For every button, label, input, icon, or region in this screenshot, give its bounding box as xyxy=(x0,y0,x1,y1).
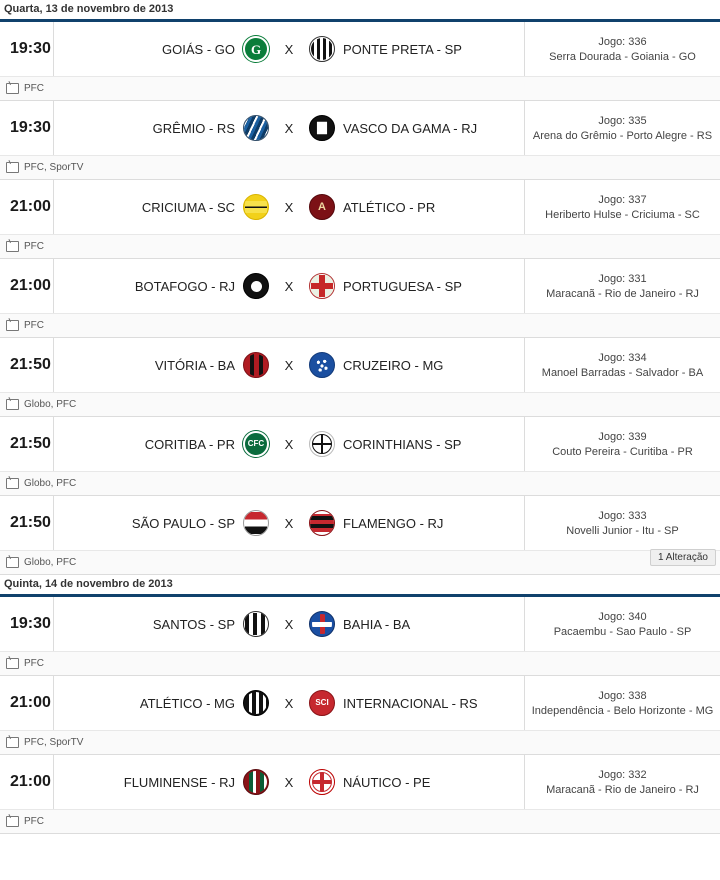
tv-icon xyxy=(6,478,19,489)
match-info xyxy=(525,101,720,155)
venue: Novelli Junior - Itu - SP xyxy=(566,524,679,537)
match-main xyxy=(0,496,720,550)
venue: Heriberto Hulse - Criciuma - SC xyxy=(545,208,700,221)
away-team xyxy=(309,36,519,62)
match-row[interactable] xyxy=(0,22,720,101)
match-info xyxy=(525,417,720,471)
away-team xyxy=(309,115,519,141)
match-row[interactable] xyxy=(0,417,720,496)
match-info xyxy=(525,755,720,809)
broadcast-label: PFC xyxy=(24,815,44,827)
away-team xyxy=(309,510,519,536)
match-main xyxy=(0,417,720,471)
vitoria-crest xyxy=(243,352,269,378)
day-header: Quarta, 13 de novembro de 2013 xyxy=(0,0,720,22)
match-teams xyxy=(54,338,525,392)
versus-label: X xyxy=(284,357,294,373)
game-number: Jogo: 331 xyxy=(598,272,647,285)
match-time: 21:50 xyxy=(0,417,54,471)
portuguesa-crest xyxy=(309,273,335,299)
match-row[interactable] xyxy=(0,180,720,259)
match-teams xyxy=(54,22,525,76)
match-info xyxy=(525,597,720,651)
tv-icon xyxy=(6,241,19,252)
home-team-name: ATLÉTICO - MG xyxy=(139,695,235,711)
away-team-name: ATLÉTICO - PR xyxy=(343,199,436,215)
match-main xyxy=(0,101,720,155)
game-number: Jogo: 333 xyxy=(598,509,647,522)
atletico-mg-crest xyxy=(243,690,269,716)
match-row[interactable] xyxy=(0,259,720,338)
home-team-name: BOTAFOGO - RJ xyxy=(134,278,235,294)
ponte-preta-crest xyxy=(309,36,335,62)
game-number: Jogo: 337 xyxy=(598,193,647,206)
away-team xyxy=(309,769,519,795)
venue: Couto Pereira - Curitiba - PR xyxy=(552,445,693,458)
versus-label: X xyxy=(284,41,294,57)
broadcast-label: PFC xyxy=(24,319,44,331)
broadcast-label: Globo, PFC xyxy=(24,477,77,489)
game-number: Jogo: 335 xyxy=(598,114,647,127)
match-row[interactable] xyxy=(0,101,720,180)
match-teams xyxy=(54,496,525,550)
broadcast-strip xyxy=(0,313,720,337)
home-team-name: SANTOS - SP xyxy=(152,616,235,632)
versus-label: X xyxy=(284,436,294,452)
game-number: Jogo: 334 xyxy=(598,351,647,364)
match-time: 19:30 xyxy=(0,22,54,76)
home-team xyxy=(59,194,269,220)
match-teams xyxy=(54,417,525,471)
venue: Arena do Grêmio - Porto Alegre - RS xyxy=(532,129,713,142)
tv-icon xyxy=(6,83,19,94)
vasco-crest xyxy=(309,115,335,141)
internacional-crest xyxy=(309,690,335,716)
away-team-name: CRUZEIRO - MG xyxy=(343,357,444,373)
game-number: Jogo: 340 xyxy=(598,610,647,623)
venue: Manoel Barradas - Salvador - BA xyxy=(541,366,704,379)
match-teams xyxy=(54,180,525,234)
match-row[interactable] xyxy=(0,338,720,417)
match-info xyxy=(525,496,720,550)
flamengo-crest xyxy=(309,510,335,536)
tv-icon xyxy=(6,399,19,410)
game-number: Jogo: 332 xyxy=(598,768,647,781)
home-team-name: GOIÁS - GO xyxy=(162,41,235,57)
match-main xyxy=(0,259,720,313)
broadcast-strip xyxy=(0,155,720,179)
home-team xyxy=(59,273,269,299)
tv-icon xyxy=(6,557,19,568)
home-team xyxy=(59,36,269,62)
away-team xyxy=(309,431,519,457)
versus-label: X xyxy=(284,120,294,136)
match-main xyxy=(0,180,720,234)
broadcast-label: Globo, PFC xyxy=(24,556,77,568)
match-info xyxy=(525,259,720,313)
away-team-name: CORINTHIANS - SP xyxy=(343,436,462,452)
home-team-name: SÃO PAULO - SP xyxy=(131,515,235,531)
match-info xyxy=(525,338,720,392)
home-team-name: CRICIUMA - SC xyxy=(141,199,235,215)
match-time: 21:50 xyxy=(0,338,54,392)
match-time: 21:00 xyxy=(0,755,54,809)
venue: Maracanã - Rio de Janeiro - RJ xyxy=(546,783,699,796)
match-teams xyxy=(54,755,525,809)
home-team-name: FLUMINENSE - RJ xyxy=(123,774,235,790)
broadcast-label: Globo, PFC xyxy=(24,398,77,410)
match-info xyxy=(525,676,720,730)
away-team xyxy=(309,611,519,637)
tv-icon xyxy=(6,816,19,827)
away-team-name: FLAMENGO - RJ xyxy=(343,515,444,531)
match-teams xyxy=(54,101,525,155)
venue: Independência - Belo Horizonte - MG xyxy=(531,704,714,717)
bahia-crest xyxy=(309,611,335,637)
goias-crest xyxy=(243,36,269,62)
match-main xyxy=(0,597,720,651)
match-teams xyxy=(54,259,525,313)
day-header: Quinta, 14 de novembro de 2013 xyxy=(0,575,720,597)
home-team xyxy=(59,690,269,716)
match-time: 19:30 xyxy=(0,597,54,651)
corinthians-crest xyxy=(309,431,335,457)
tv-icon xyxy=(6,737,19,748)
broadcast-label: PFC xyxy=(24,82,44,94)
broadcast-strip xyxy=(0,809,720,833)
cruzeiro-crest xyxy=(309,352,335,378)
away-team-name: VASCO DA GAMA - RJ xyxy=(343,120,478,136)
home-team xyxy=(59,352,269,378)
botafogo-crest xyxy=(243,273,269,299)
tv-icon xyxy=(6,162,19,173)
away-team xyxy=(309,194,519,220)
coritiba-crest xyxy=(243,431,269,457)
broadcast-label: PFC, SporTV xyxy=(24,736,84,748)
match-time: 21:00 xyxy=(0,180,54,234)
away-team-name: NÁUTICO - PE xyxy=(343,774,431,790)
home-team xyxy=(59,510,269,536)
versus-label: X xyxy=(284,278,294,294)
match-info xyxy=(525,22,720,76)
away-team xyxy=(309,273,519,299)
home-team xyxy=(59,115,269,141)
broadcast-label: PFC, SporTV xyxy=(24,161,84,173)
away-team-name: INTERNACIONAL - RS xyxy=(343,695,478,711)
away-team xyxy=(309,352,519,378)
match-row[interactable] xyxy=(0,676,720,755)
venue: Maracanã - Rio de Janeiro - RJ xyxy=(546,287,699,300)
broadcast-strip xyxy=(0,76,720,100)
away-team-name: BAHIA - BA xyxy=(343,616,411,632)
alteracao-badge[interactable]: 1 Alteração xyxy=(650,549,716,566)
fluminense-crest xyxy=(243,769,269,795)
match-time: 21:00 xyxy=(0,259,54,313)
match-info xyxy=(525,180,720,234)
criciuma-crest xyxy=(243,194,269,220)
broadcast-strip xyxy=(0,730,720,754)
home-team-name: CORITIBA - PR xyxy=(144,436,235,452)
broadcast-strip xyxy=(0,234,720,258)
tv-icon xyxy=(6,320,19,331)
versus-label: X xyxy=(284,774,294,790)
versus-label: X xyxy=(284,695,294,711)
match-time: 21:00 xyxy=(0,676,54,730)
match-main xyxy=(0,22,720,76)
away-team-name: PORTUGUESA - SP xyxy=(343,278,462,294)
gremio-crest xyxy=(243,115,269,141)
broadcast-strip xyxy=(0,651,720,675)
nautico-crest xyxy=(309,769,335,795)
santos-crest xyxy=(243,611,269,637)
match-teams xyxy=(54,597,525,651)
atletico-pr-crest xyxy=(309,194,335,220)
match-main xyxy=(0,755,720,809)
match-main xyxy=(0,676,720,730)
match-main xyxy=(0,338,720,392)
game-number: Jogo: 336 xyxy=(598,35,647,48)
match-row[interactable] xyxy=(0,755,720,834)
venue: Pacaembu - Sao Paulo - SP xyxy=(553,625,692,638)
home-team-name: VITÓRIA - BA xyxy=(154,357,235,373)
home-team-name: GRÊMIO - RS xyxy=(152,120,235,136)
broadcast-strip xyxy=(0,392,720,416)
broadcast-label: PFC xyxy=(24,657,44,669)
match-row[interactable] xyxy=(0,597,720,676)
game-number: Jogo: 338 xyxy=(598,689,647,702)
home-team xyxy=(59,431,269,457)
match-time: 21:50 xyxy=(0,496,54,550)
sao-paulo-crest xyxy=(243,510,269,536)
versus-label: X xyxy=(284,616,294,632)
broadcast-label: PFC xyxy=(24,240,44,252)
versus-label: X xyxy=(284,199,294,215)
match-time: 19:30 xyxy=(0,101,54,155)
broadcast-strip xyxy=(0,471,720,495)
broadcast-strip xyxy=(0,550,720,574)
match-teams xyxy=(54,676,525,730)
home-team xyxy=(59,769,269,795)
match-row[interactable] xyxy=(0,496,720,575)
versus-label: X xyxy=(284,515,294,531)
venue: Serra Dourada - Goiania - GO xyxy=(549,50,696,63)
away-team xyxy=(309,690,519,716)
away-team-name: PONTE PRETA - SP xyxy=(343,41,462,57)
game-number: Jogo: 339 xyxy=(598,430,647,443)
home-team xyxy=(59,611,269,637)
tv-icon xyxy=(6,658,19,669)
